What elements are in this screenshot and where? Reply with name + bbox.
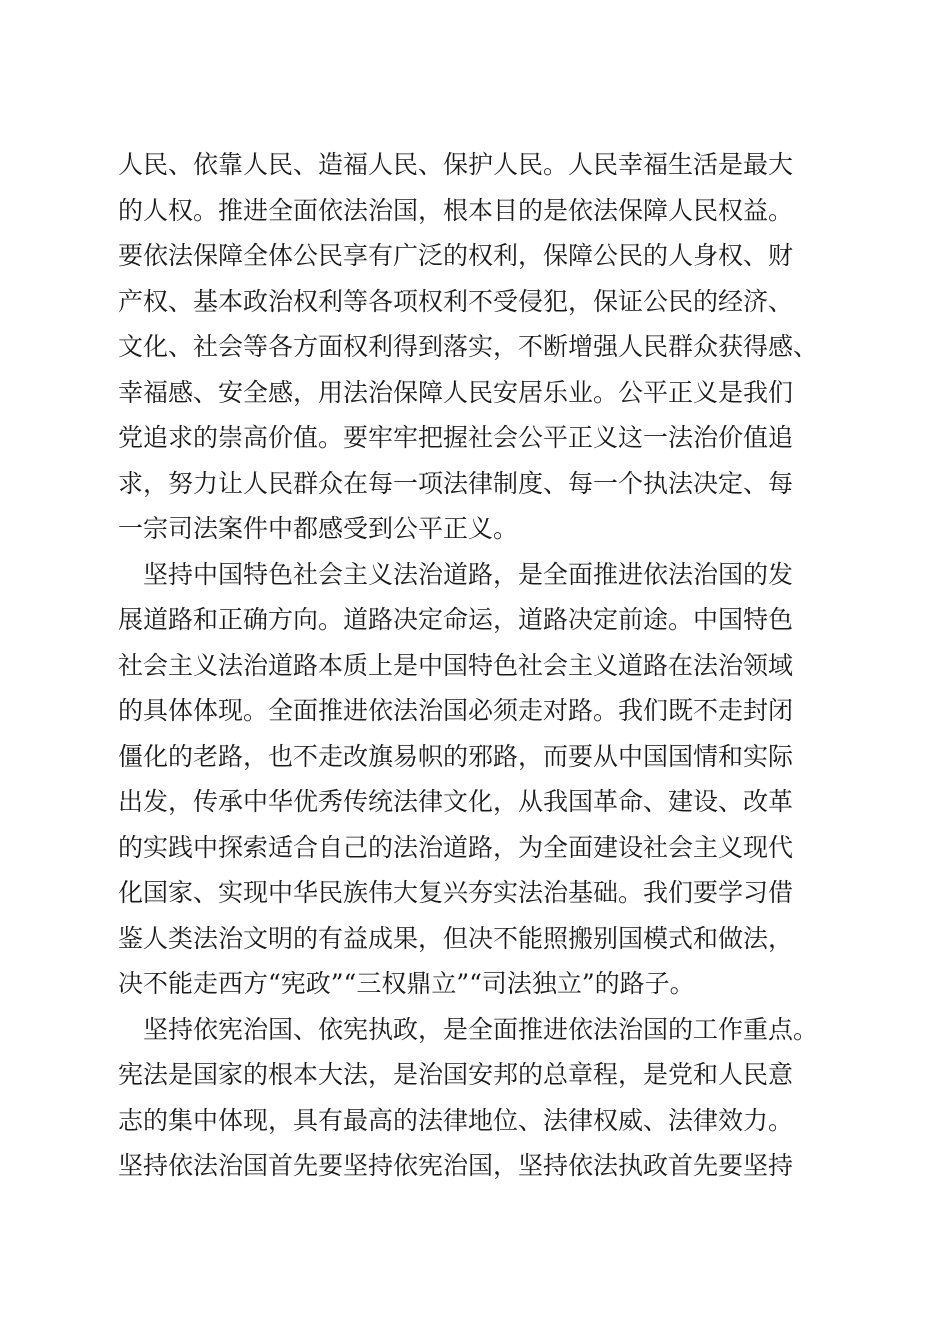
text-line: 僵化的老路，也不走改旗易帜的邪路，而要从中国国情和实际 <box>118 741 794 771</box>
text-line: 志的集中体现，具有最高的法律地位、法律权威、法律效力。 <box>118 1105 794 1135</box>
text-line: 幸福感、安全感，用法治保障人民安居乐业。公平正义是我们 <box>118 377 794 407</box>
body-text <box>118 142 858 1189</box>
text-line: 鉴人类法治文明的有益成果，但决不能照搬别国模式和做法， <box>118 923 794 953</box>
text-line: 坚持中国特色社会主义法治道路，是全面推进依法治国的发 <box>118 559 794 589</box>
paragraph <box>118 142 858 552</box>
text-line: 人民、依靠人民、造福人民、保护人民。人民幸福生活是最大 <box>118 150 794 179</box>
text-line: 坚持依法治国首先要坚持依宪治国，坚持依法执政首先要坚持 <box>118 1151 794 1180</box>
text-line: 宪法是国家的根本大法，是治国安邦的总章程，是党和人民意 <box>118 1060 794 1089</box>
text-line: 一宗司法案件中都感受到公平正义。 <box>118 514 519 543</box>
text-line: 社会主义法治道路本质上是中国特色社会主义道路在法治领域 <box>118 650 794 680</box>
text-line: 文化、社会等各方面权利得到落实，不断增强人民群众获得感、 <box>118 332 819 361</box>
text-line: 的具体体现。全面推进依法治国必须走对路。我们既不走封闭 <box>118 696 794 725</box>
text-line: 坚持依宪治国、依宪执政，是全面推进依法治国的工作重点。 <box>118 1014 819 1044</box>
text-line: 出发，传承中华优秀传统法律文化，从我国革命、建设、改革 <box>118 787 794 816</box>
paragraph <box>118 552 858 1007</box>
text-line: 求，努力让人民群众在每一项法律制度、每一个执法决定、每 <box>118 468 794 498</box>
text-line: 的实践中探索适合自己的法治道路，为全面建设社会主义现代 <box>118 832 794 862</box>
text-line: 化国家、实现中华民族伟大复兴夯实法治基础。我们要学习借 <box>118 878 794 907</box>
text-line: 决不能走西方“宪政”“三权鼎立”“司法独立”的路子。 <box>118 969 695 998</box>
text-line: 的人权。推进全面依法治国，根本目的是依法保障人民权益。 <box>118 195 794 225</box>
text-line: 产权、基本政治权利等各项权利不受侵犯，保证公民的经济、 <box>118 286 794 316</box>
text-line: 党追求的崇高价值。要牢牢把握社会公平正义这一法治价值追 <box>118 423 794 452</box>
text-line: 要依法保障全体公民享有广泛的权利，保障公民的人身权、财 <box>118 241 794 270</box>
paragraph <box>118 1007 858 1189</box>
text-line: 展道路和正确方向。道路决定命运，道路决定前途。中国特色 <box>118 605 794 634</box>
